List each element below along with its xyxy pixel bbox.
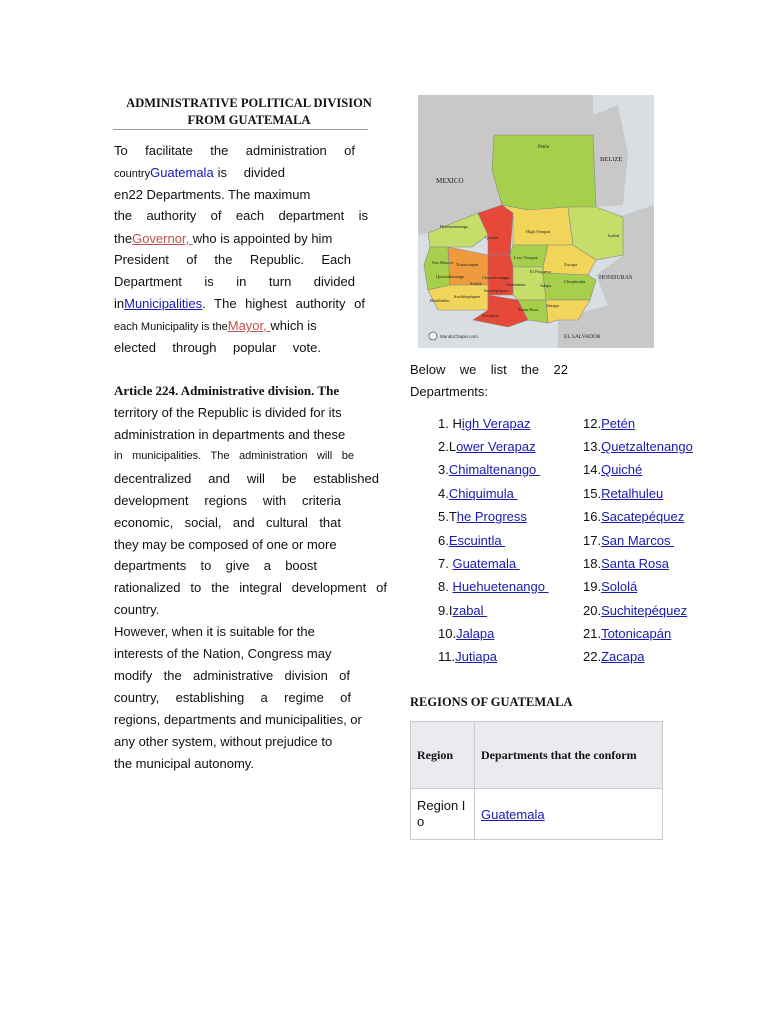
map-label-honduras: HONDURAS: [599, 275, 633, 281]
article-line: they may be composed of one or more: [114, 537, 337, 552]
department-link[interactable]: Zacapa: [601, 649, 645, 664]
department-link[interactable]: Huehuetenango: [452, 579, 549, 594]
list-item[interactable]: [583, 486, 663, 502]
title-divider: [113, 129, 368, 130]
department-link[interactable]: Quetzaltenango: [601, 439, 693, 454]
map-label-baja-verapaz: Low Verapaz: [514, 255, 538, 260]
intro-line: the authority of each department is: [114, 208, 368, 223]
mayor-link[interactable]: Mayor: [227, 318, 264, 333]
regions-heading: REGIONS OF GUATEMALA: [410, 695, 573, 709]
article-line: However, when it is suitable for the: [114, 624, 315, 639]
map-label-el-salvador: EL SALVADOR: [564, 334, 601, 340]
regions-table: [410, 721, 663, 840]
department-link[interactable]: Quiché: [601, 462, 643, 477]
department-link[interactable]: zabal: [452, 603, 488, 618]
department-link[interactable]: he Progress: [456, 509, 527, 524]
article-line: rationalized to the integral development of: [114, 580, 387, 595]
mayor-sep: ,: [263, 318, 271, 333]
department-link[interactable]: igh Verapaz: [461, 416, 531, 431]
intro-text: the: [114, 231, 133, 246]
article-line: departments to give a boost: [114, 558, 317, 573]
map-label-chiquimula: Chiquimula: [564, 279, 586, 284]
intro-text: [214, 165, 355, 182]
title-line-1: ADMINISTRATIVE POLITICAL DIVISION: [126, 96, 372, 110]
article-heading: Article 224. Administrative division. The: [114, 383, 340, 398]
list-item[interactable]: [583, 556, 669, 572]
list-item[interactable]: [438, 533, 505, 549]
map-label-jalapa: Jalapa: [540, 283, 552, 288]
list-item[interactable]: [583, 579, 637, 595]
map-svg: [418, 95, 654, 348]
list-item-number: 10.: [438, 626, 457, 641]
list-item[interactable]: [438, 462, 540, 478]
map-label-peten: Petén: [538, 145, 550, 150]
intro-line: [114, 165, 355, 182]
intro-line: Department is in turn divided: [114, 274, 355, 289]
list-item-number: 14.: [583, 462, 602, 477]
article-line: country, establishing a regime of: [114, 690, 351, 705]
article-line: country.: [114, 602, 160, 617]
department-link[interactable]: Santa Rosa: [601, 556, 670, 571]
list-item-number: 18.: [583, 556, 602, 571]
article-line: decentralized and will be established: [114, 471, 379, 486]
map-label-el-progreso: El Progreso: [530, 269, 552, 274]
department-link[interactable]: Totonicapán: [601, 626, 672, 641]
map-label-san-marcos: San Marcos: [432, 260, 454, 265]
article-line: regions, departments and municipalities, or: [114, 712, 362, 727]
list-item-number: 22.: [583, 649, 602, 664]
list-item[interactable]: [438, 556, 520, 572]
intro-word: is: [217, 165, 228, 180]
map-credit-icon: [429, 332, 437, 340]
map-label-huehuetenango: Huehuetenango: [440, 224, 469, 229]
map-label-escuintla: Escuintla: [482, 313, 499, 318]
list-item[interactable]: [438, 439, 536, 455]
departments-intro-line: Below we list the 22: [410, 362, 568, 377]
department-link[interactable]: Guatemala: [452, 556, 520, 571]
article-line: development regions with criteria: [114, 493, 341, 508]
map-label-totonicapan: Totonicapán: [456, 262, 479, 267]
intro-text: country: [114, 168, 151, 180]
department-link[interactable]: Chiquimula: [448, 486, 518, 501]
guatemala-map: [418, 95, 654, 348]
map-label-solola: Sololá: [470, 281, 482, 286]
department-link[interactable]: Chimaltenango: [448, 462, 540, 477]
intro-text: . The highest authority of: [202, 296, 365, 311]
intro-line: To facilitate the administration of: [114, 143, 355, 158]
list-item-number: 9.I: [438, 603, 453, 618]
intro-line: [114, 296, 365, 312]
article-line: administration in departments and these: [114, 427, 346, 442]
list-item-number: 11.: [438, 649, 456, 664]
intro-line: [114, 318, 317, 335]
list-item[interactable]: [583, 626, 671, 642]
department-link[interactable]: Jalapa: [456, 626, 495, 641]
intro-line: President of the Republic. Each: [114, 252, 351, 267]
department-link[interactable]: Escuintla: [448, 533, 506, 548]
list-item-number: 4.: [438, 486, 449, 501]
list-item[interactable]: [583, 649, 644, 665]
governor-link[interactable]: Governor: [132, 231, 186, 246]
map-label-jutiapa: Jutiapa: [546, 303, 559, 308]
table-row: [411, 789, 663, 840]
map-credit: MundoChapin.com: [440, 334, 478, 339]
departments-intro-line: Departments:: [410, 384, 489, 399]
list-item-number: 16.: [583, 509, 602, 524]
intro-text: in: [114, 296, 125, 311]
document-title: [113, 95, 385, 129]
list-item-number: 7.: [438, 556, 453, 571]
table-cell-departments: [475, 789, 663, 840]
department-link[interactable]: Petén: [601, 416, 636, 431]
article-line: modify the administrative division of: [114, 668, 350, 683]
list-item-number: 5.T: [438, 509, 457, 524]
intro-line: en22 Departments. The maximum: [114, 187, 311, 202]
municipalities-link[interactable]: Municipalities: [124, 296, 203, 311]
map-label-zacapa: Zacapa: [564, 262, 577, 267]
intro-text: which is: [270, 318, 317, 333]
list-item-number: 1. H: [438, 416, 462, 431]
list-item-number: 2.L: [438, 439, 457, 454]
article-line: territory of the Republic is divided for its: [114, 405, 342, 420]
article-line: the municipal autonomy.: [114, 756, 254, 771]
article-line: in municipalities. The administration will be: [114, 450, 354, 462]
article-line: interests of the Nation, Congress may: [114, 646, 332, 661]
title-line-2: FROM GUATEMALA: [187, 113, 311, 127]
map-label-retalhuleu: Retalhuleu: [430, 298, 450, 303]
list-item[interactable]: [438, 603, 487, 619]
map-label-quiche: Quiché: [485, 235, 498, 240]
map-label-izabal: Izabal: [608, 233, 619, 238]
map-label-chimaltenango: Chimaltenango: [482, 275, 510, 280]
guatemala-link[interactable]: Guatemala: [150, 165, 214, 180]
list-item-number: 17.: [583, 533, 602, 548]
list-item-number: 13.: [583, 439, 602, 454]
list-item[interactable]: [583, 603, 687, 619]
list-item[interactable]: [583, 439, 693, 455]
map-label-belize: BELIZE: [600, 156, 623, 163]
list-item[interactable]: [583, 533, 674, 549]
list-item[interactable]: [438, 626, 494, 642]
article-line: economic, social, and cultural that: [114, 515, 341, 530]
list-item-number: 21.: [583, 626, 602, 641]
department-link[interactable]: San Marcos: [601, 533, 675, 548]
department-link[interactable]: Jutiapa: [455, 649, 498, 664]
list-item[interactable]: [438, 509, 527, 525]
list-item-number: 6.: [438, 533, 449, 548]
department-link[interactable]: Sololá: [601, 579, 638, 594]
table-header-row: [411, 722, 663, 789]
map-label-alta-verapaz: High Verapaz: [526, 229, 551, 234]
list-item[interactable]: [583, 509, 684, 525]
list-item-number: 3.: [438, 462, 449, 477]
intro-line: [114, 231, 332, 247]
governor-sep: ,: [185, 231, 193, 246]
list-item-number: 8.: [438, 579, 453, 594]
guatemala-region-link[interactable]: Guatemala: [481, 806, 545, 822]
intro-word: divided: [243, 165, 285, 180]
intro-text: who is appointed by him: [192, 231, 333, 246]
department-link[interactable]: ower Verapaz: [456, 439, 536, 454]
column-header-departments: Departments that the conform: [475, 722, 663, 789]
map-label-santa-rosa: Santa Rosa: [518, 307, 539, 312]
list-item[interactable]: [438, 486, 518, 502]
intro-line: elected through popular vote.: [114, 340, 321, 355]
map-label-suchitepequez: Suchitepéquez: [454, 294, 481, 299]
map-san-marcos: [424, 247, 450, 290]
department-link[interactable]: Retalhuleu: [601, 486, 664, 501]
list-item-number: 19.: [583, 579, 602, 594]
list-item-number: 12.: [583, 416, 602, 431]
list-item[interactable]: [583, 462, 642, 478]
article-line: any other system, without prejudice to: [114, 734, 333, 749]
list-item[interactable]: [438, 649, 497, 665]
list-item[interactable]: [438, 579, 549, 595]
map-label-guatemala: Guatemala: [506, 282, 526, 287]
column-header-region: Region: [411, 722, 475, 789]
list-item-number: 15.: [583, 486, 602, 501]
department-link[interactable]: Sacatepéquez: [601, 509, 685, 524]
table-cell-region: Region I o: [411, 789, 475, 840]
list-item[interactable]: [438, 416, 531, 432]
list-item[interactable]: [583, 416, 635, 432]
list-item-number: 20.: [583, 603, 602, 618]
intro-text: each Municipality is the: [114, 321, 228, 333]
department-link[interactable]: Suchitepéquez: [601, 603, 688, 618]
map-label-sacatepequez: Sacatepéquez: [484, 288, 509, 293]
map-label-quetzaltenango: Quetzaltenango: [436, 274, 465, 279]
map-label-mexico: MEXICO: [436, 177, 464, 185]
